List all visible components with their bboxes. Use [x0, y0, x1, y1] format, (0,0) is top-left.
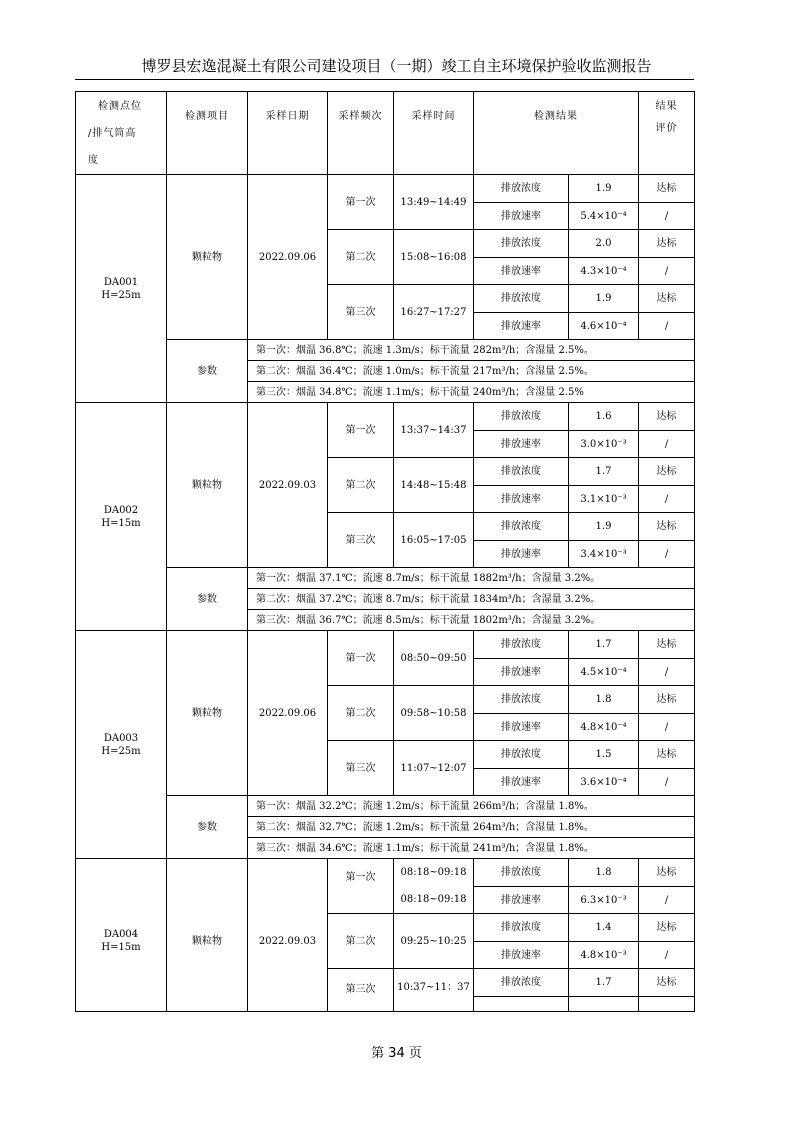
- header-eval-line2: 评价: [655, 123, 678, 134]
- conc-label: 排放浓度: [474, 741, 569, 769]
- time-cell: 09:25~10:25: [394, 914, 474, 969]
- page-number: 第 34 页: [371, 1046, 422, 1061]
- header-eval-line1: 结果: [655, 101, 678, 112]
- param-label: 参数: [167, 796, 248, 859]
- conc-value: 1.7: [569, 969, 639, 997]
- rate-label: 排放速率: [474, 714, 569, 741]
- time-cell: 11:07~12:07: [394, 741, 474, 796]
- freq-cell: 第三次: [328, 285, 394, 340]
- rate-eval: /: [639, 486, 695, 513]
- conc-eval: 达标: [639, 285, 695, 313]
- freq-cell: 第一次: [328, 403, 394, 458]
- time-cell: 08:18~09:18: [394, 859, 474, 887]
- conc-label: 排放浓度: [474, 686, 569, 714]
- item-cell: 颗粒物: [167, 175, 248, 340]
- param-line: 第一次：烟温 37.1℃；流速 8.7m/s；标干流量 1882m³/h；含湿量 3.2%。: [248, 568, 695, 589]
- param-line: 第一次：烟温 36.8℃；流速 1.3m/s；标干流量 282m³/h；含湿量 2.5%。: [248, 340, 695, 361]
- time-cell: 13:37~14:37: [394, 403, 474, 458]
- time-cell: 08:18~09:18: [394, 887, 474, 914]
- conc-eval: 达标: [639, 513, 695, 541]
- date-cell: 2022.09.06: [248, 175, 328, 340]
- conc-value: 1.4: [569, 914, 639, 942]
- location-code: DA004: [103, 929, 139, 940]
- conc-label: 排放浓度: [474, 403, 569, 431]
- conc-value: 1.5: [569, 741, 639, 769]
- rate-value: 3.1×10⁻³: [569, 486, 639, 513]
- rate-value: 3.4×10⁻³: [569, 541, 639, 568]
- param-line: 第三次：烟温 34.6℃；流速 1.1m/s；标干流量 241m³/h；含湿量 1.8%。: [248, 838, 695, 859]
- location-cell: [76, 403, 167, 631]
- date-cell: 2022.09.03: [248, 403, 328, 568]
- conc-eval: 达标: [639, 175, 695, 203]
- location-cell: [76, 175, 167, 403]
- conc-value: 1.7: [569, 458, 639, 486]
- conc-eval: 达标: [639, 631, 695, 659]
- rate-value: 4.8×10⁻³: [569, 942, 639, 969]
- rate-eval: /: [639, 203, 695, 230]
- item-cell: 颗粒物: [167, 403, 248, 568]
- time-cell: 16:27~17:27: [394, 285, 474, 340]
- date-cell: 2022.09.03: [248, 859, 328, 1013]
- freq-cell: 第二次: [328, 458, 394, 513]
- rate-eval: /: [639, 942, 695, 969]
- table-bottom-rule: [75, 1011, 694, 1012]
- rate-eval: /: [639, 541, 695, 568]
- header-location: [76, 92, 167, 175]
- conc-label: 排放浓度: [474, 859, 569, 887]
- param-line: 第二次：烟温 32.7℃；流速 1.2m/s；标干流量 264m³/h；含湿量 1.8%。: [248, 817, 695, 838]
- stack-height: H=25m: [101, 745, 141, 757]
- page-title: 博罗县宏逸混凝土有限公司建设项目（一期）竣工自主环境保护验收监测报告: [141, 57, 652, 75]
- rate-label: 排放速率: [474, 942, 569, 969]
- conc-value: 1.9: [569, 175, 639, 203]
- freq-cell: 第三次: [328, 969, 394, 1013]
- rate-value: 4.6×10⁻⁴: [569, 313, 639, 340]
- param-line: 第一次：烟温 32.2℃；流速 1.2m/s；标干流量 266m³/h；含湿量 1.8%。: [248, 796, 695, 817]
- conc-eval: 达标: [639, 914, 695, 942]
- title-rule: [75, 79, 694, 80]
- rate-label: 排放速率: [474, 313, 569, 340]
- rate-value: 3.0×10⁻³: [569, 431, 639, 458]
- rate-value: 4.8×10⁻⁴: [569, 714, 639, 741]
- param-line: 第三次：烟温 36.7℃；流速 8.5m/s；标干流量 1802m³/h；含湿量 3.2%。: [248, 610, 695, 631]
- header-freq: 采样频次: [328, 92, 394, 175]
- location-cell: [76, 859, 167, 1013]
- rate-label: 排放速率: [474, 258, 569, 285]
- header-location-line2: /排气筒高: [88, 127, 137, 139]
- conc-label: 排放浓度: [474, 285, 569, 313]
- table-row: [76, 340, 695, 361]
- time-cell: 14:48~15:48: [394, 458, 474, 513]
- freq-cell: 第二次: [328, 686, 394, 741]
- freq-cell: 第一次: [328, 175, 394, 230]
- param-label: 参数: [167, 568, 248, 631]
- rate-eval: /: [639, 431, 695, 458]
- header-time: 采样时间: [394, 92, 474, 175]
- rate-value: 5.4×10⁻⁴: [569, 203, 639, 230]
- freq-cell: 第一次: [328, 631, 394, 686]
- time-cell: 08:50~09:50: [394, 631, 474, 686]
- conc-label: 排放浓度: [474, 513, 569, 541]
- rate-value: 3.6×10⁻⁴: [569, 769, 639, 796]
- conc-value: 1.6: [569, 403, 639, 431]
- item-cell: 颗粒物: [167, 631, 248, 796]
- rate-eval: /: [639, 769, 695, 796]
- time-cell: 15:08~16:08: [394, 230, 474, 285]
- header-location-line1: 检测点位: [98, 100, 142, 112]
- freq-cell: 第一次: [328, 859, 394, 914]
- location-code: DA001: [103, 276, 139, 288]
- freq-cell: 第三次: [328, 513, 394, 568]
- time-cell: 10:37~11：37: [394, 969, 474, 1013]
- conc-value: 1.7: [569, 631, 639, 659]
- rate-label: 排放速率: [474, 541, 569, 568]
- conc-value: 1.8: [569, 859, 639, 887]
- rate-eval: /: [639, 659, 695, 686]
- rate-eval: /: [639, 258, 695, 285]
- stack-height: H=15m: [101, 517, 141, 529]
- item-cell: 颗粒物: [167, 859, 248, 1013]
- rate-label: 排放速率: [474, 431, 569, 458]
- conc-value: 1.9: [569, 513, 639, 541]
- table-row: [76, 568, 695, 589]
- monitoring-table-wrapper: [75, 91, 695, 1012]
- table-row: [76, 859, 695, 887]
- conc-eval: 达标: [639, 686, 695, 714]
- conc-label: 排放浓度: [474, 175, 569, 203]
- conc-label: 排放浓度: [474, 969, 569, 997]
- param-label: 参数: [167, 340, 248, 403]
- header-date: 采样日期: [248, 92, 328, 175]
- conc-eval: 达标: [639, 859, 695, 887]
- conc-label: 排放浓度: [474, 230, 569, 258]
- conc-eval: 达标: [639, 741, 695, 769]
- param-line: 第三次：烟温 34.8℃；流速 1.1m/s；标干流量 240m³/h；含湿量 2.5%: [248, 382, 695, 403]
- conc-label: 排放浓度: [474, 458, 569, 486]
- location-cell: [76, 631, 167, 859]
- empty-cell: [569, 997, 639, 1013]
- rate-label: 排放速率: [474, 887, 569, 914]
- rate-value: 6.3×10⁻³: [569, 887, 639, 914]
- freq-cell: 第三次: [328, 741, 394, 796]
- rate-value: 4.5×10⁻⁴: [569, 659, 639, 686]
- rate-label: 排放速率: [474, 203, 569, 230]
- table-row: [76, 796, 695, 817]
- rate-label: 排放速率: [474, 486, 569, 513]
- rate-eval: /: [639, 313, 695, 340]
- time-cell: 16:05~17:05: [394, 513, 474, 568]
- stack-height: H=15m: [101, 942, 141, 953]
- rate-label: 排放速率: [474, 659, 569, 686]
- conc-label: 排放浓度: [474, 914, 569, 942]
- table-header-row: [76, 92, 695, 175]
- conc-value: 1.9: [569, 285, 639, 313]
- stack-height: H=25m: [101, 289, 141, 301]
- time-cell: 13:49~14:49: [394, 175, 474, 230]
- rate-value: 4.3×10⁻⁴: [569, 258, 639, 285]
- freq-cell: 第二次: [328, 914, 394, 969]
- monitoring-table: [75, 91, 695, 1012]
- conc-eval: 达标: [639, 969, 695, 997]
- param-line: 第二次：烟温 37.2℃；流速 8.7m/s；标干流量 1834m³/h；含湿量 3.2%。: [248, 589, 695, 610]
- conc-eval: 达标: [639, 458, 695, 486]
- time-cell: 09:58~10:58: [394, 686, 474, 741]
- header-result: 检测结果: [474, 92, 639, 175]
- header-eval: [639, 92, 695, 175]
- location-code: DA002: [103, 504, 139, 516]
- rate-label: 排放速率: [474, 769, 569, 796]
- table-row: [76, 175, 695, 203]
- empty-cell: [474, 997, 569, 1013]
- rate-eval: /: [639, 887, 695, 914]
- rate-eval: /: [639, 714, 695, 741]
- table-row: [76, 403, 695, 431]
- header-location-line3: 度: [88, 154, 99, 166]
- header-item: 检测项目: [167, 92, 248, 175]
- conc-value: 2.0: [569, 230, 639, 258]
- conc-eval: 达标: [639, 403, 695, 431]
- conc-eval: 达标: [639, 230, 695, 258]
- table-row: [76, 631, 695, 659]
- param-line: 第二次：烟温 36.4℃；流速 1.0m/s；标干流量 217m³/h；含湿量 2.5%。: [248, 361, 695, 382]
- conc-value: 1.8: [569, 686, 639, 714]
- freq-cell: 第二次: [328, 230, 394, 285]
- location-code: DA003: [103, 732, 139, 744]
- conc-label: 排放浓度: [474, 631, 569, 659]
- empty-cell: [639, 997, 695, 1013]
- date-cell: 2022.09.06: [248, 631, 328, 796]
